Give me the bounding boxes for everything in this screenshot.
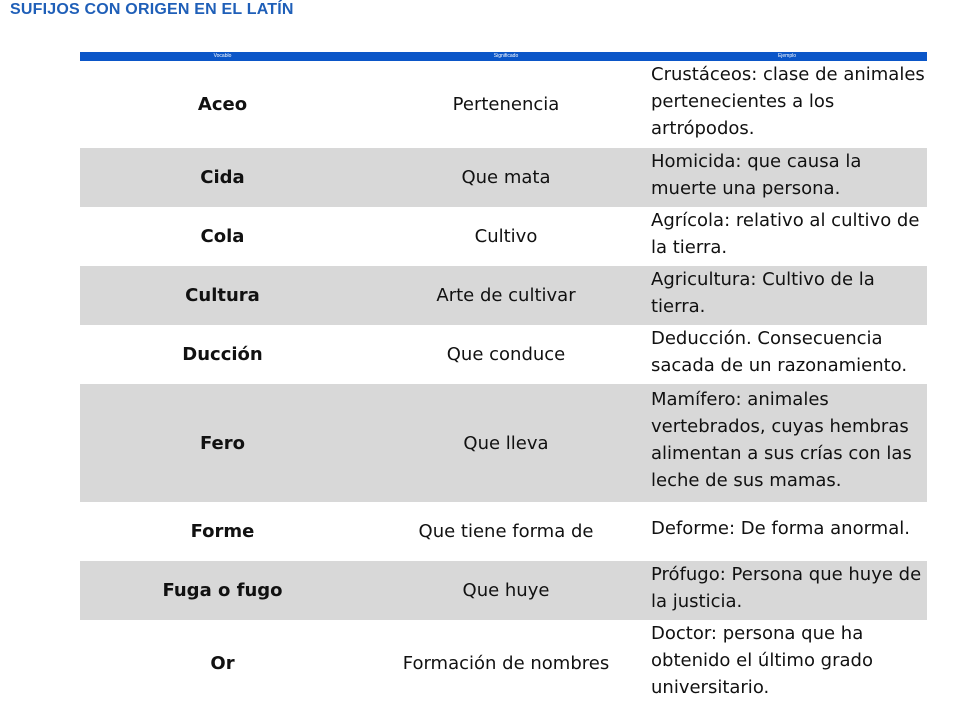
suffix-cell: Ducción <box>182 344 263 365</box>
meaning-cell: Cultivo <box>474 226 538 247</box>
meaning-cell: Formación de nombres <box>402 652 610 674</box>
header-significado: Significado <box>365 52 647 61</box>
example-text: Deducción. Consecuencia sacada de un razonamiento. <box>651 327 908 376</box>
example-text: Deforme: De forma anormal. <box>651 518 910 539</box>
table-row <box>80 384 927 502</box>
example-text: Homicida: que causa la muerte una persona. <box>651 150 862 199</box>
suffix-cell: Aceo <box>197 94 248 115</box>
example-text: Agrícola: relativo al cultivo de la tierra. <box>651 209 920 258</box>
suffix-cell: Or <box>210 652 235 674</box>
meaning-cell: Pertenencia <box>452 94 560 115</box>
example-text: Agricultura: Cultivo de la tierra. <box>651 268 875 317</box>
suffix-table <box>80 52 927 706</box>
table-row <box>80 325 927 384</box>
table-row <box>80 207 927 266</box>
example-cell <box>647 148 927 207</box>
example-cell <box>647 325 927 384</box>
example-cell <box>647 561 927 620</box>
suffix-cell: Cida <box>80 148 365 207</box>
table-row <box>80 61 927 148</box>
example-cell <box>647 620 927 706</box>
meaning-cell: Que conduce <box>446 344 566 365</box>
suffix-cell: Cola <box>200 226 245 247</box>
example-cell <box>647 266 927 325</box>
table-header-row <box>80 52 927 61</box>
suffix-cell: Fuga o fugo <box>80 561 365 620</box>
example-text: Crustáceos: clase de animales pertenecientes a los artrópodos. <box>651 64 925 139</box>
suffix-cell: Cultura <box>80 266 365 325</box>
table-row <box>80 502 927 561</box>
example-cell <box>647 61 927 148</box>
meaning-cell: Que huye <box>365 561 647 620</box>
meaning-cell: Que lleva <box>365 384 647 502</box>
example-text: Prófugo: Persona que huye de la justicia. <box>651 563 922 612</box>
page-title: SUFIJOS CON ORIGEN EN EL LATÍN <box>10 1 294 18</box>
example-cell <box>647 502 927 561</box>
example-text: Doctor: persona que ha obtenido el último grado universitario. <box>651 622 873 698</box>
table-row <box>80 266 927 325</box>
meaning-cell: Que mata <box>365 148 647 207</box>
suffix-cell: Forme <box>190 521 255 542</box>
suffix-cell: Fero <box>80 384 365 502</box>
table-row <box>80 148 927 207</box>
table-row <box>80 620 927 706</box>
table-row <box>80 561 927 620</box>
example-text: Mamífero: animales vertebrados, cuyas hembras alimentan a sus crías con las leche de sus mamas. <box>651 389 912 491</box>
example-cell <box>647 384 927 502</box>
example-cell <box>647 207 927 266</box>
meaning-cell: Arte de cultivar <box>365 266 647 325</box>
header-ejemplo: Ejemplo <box>647 52 927 61</box>
meaning-cell: Que tiene forma de <box>418 521 594 542</box>
header-vocablo: Vocablo <box>80 52 365 61</box>
